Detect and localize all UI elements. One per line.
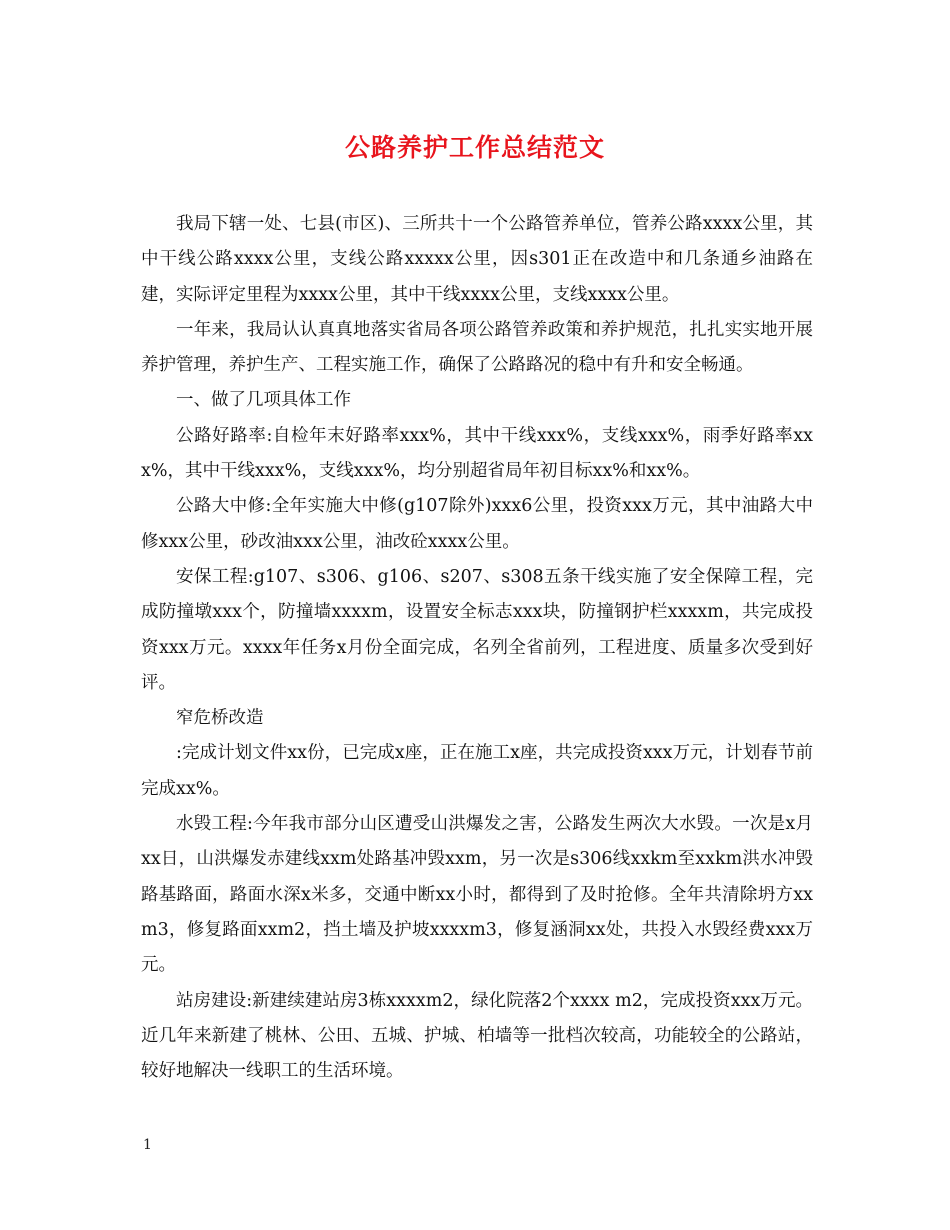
paragraph-flood-damage: 水毁工程:今年我市部分山区遭受山洪爆发之害，公路发生两次大水毁。一次是x月xx日，山洪爆发赤建线xxm处路基冲毁xxm，另一次是s306线xxkm至xxkm洪水冲毁路基路面，路面水深x米多，交通中断xx小时，都得到了及时抢修。全年共清除坍方xxm3，修复路面xxm2，挡土墙及护坡xxxxm3，修复涵洞xx处，共投入水毁经费xxx万元。 <box>141 814 813 976</box>
paragraph-major-repair: 公路大中修:全年实施大中修(g107除外)xxx6公里，投资xxx万元，其中油路大中修xxx公里，砂改油xxx公里，油改砼xxxx公里。 <box>141 496 813 552</box>
paragraph-bridge-detail: :完成计划文件xx份，已完成x座，正在施工x座，共完成投资xxx万元，计划春节前完成xx%。 <box>141 743 813 799</box>
paragraph-summary: 一年来，我局认认真真地落实省局各项公路管养政策和养护规范，扎扎实实地开展养护管理，养护生产、工程实施工作，确保了公路路况的稳中有升和安全畅通。 <box>141 319 813 376</box>
paragraph-safety-project: 安保工程:g107、s306、g106、s207、s308五条干线实施了安全保障工程，完成防撞墩xxx个，防撞墙xxxxm，设置安全标志xxx块，防撞钢护栏xxxxm，共完成投资xxx万元。xxxx年任务x月份全面完成，名列全省前列，工程进度、质量多次受到好评。 <box>141 566 813 693</box>
document-body <box>141 207 813 1089</box>
document-title: 公路养护工作总结范文 <box>344 133 605 162</box>
paragraph-road-rate: 公路好路率:自检年末好路率xxx%，其中干线xxx%，支线xxx%，雨季好路率xxx%，其中干线xxx%，支线xxx%，均分别超省局年初目标xx%和xx%。 <box>141 425 813 482</box>
page-number: 1 <box>143 1137 152 1153</box>
section-heading: 一、做了几项具体工作 <box>176 390 351 411</box>
paragraph-bridge-heading: 窄危桥改造 <box>176 708 264 729</box>
paragraph-intro: 我局下辖一处、七县(市区)、三所共十一个公路管养单位，管养公路xxxx公里，其中干线公路xxxx公里，支线公路xxxxx公里，因s301正在改造中和几条通乡油路在建，实际评定里程为xxxx公里，其中干线xxxx公里，支线xxxx公里。 <box>141 214 813 305</box>
paragraph-station-building: 站房建设:新建续建站房3栋xxxxm2，绿化院落2个xxxx m2，完成投资xxx万元。近几年来新建了桃林、公田、五城、护城、柏墙等一批档次较高，功能较全的公路站，较好地解决一线职工的生活环境。 <box>141 990 813 1082</box>
